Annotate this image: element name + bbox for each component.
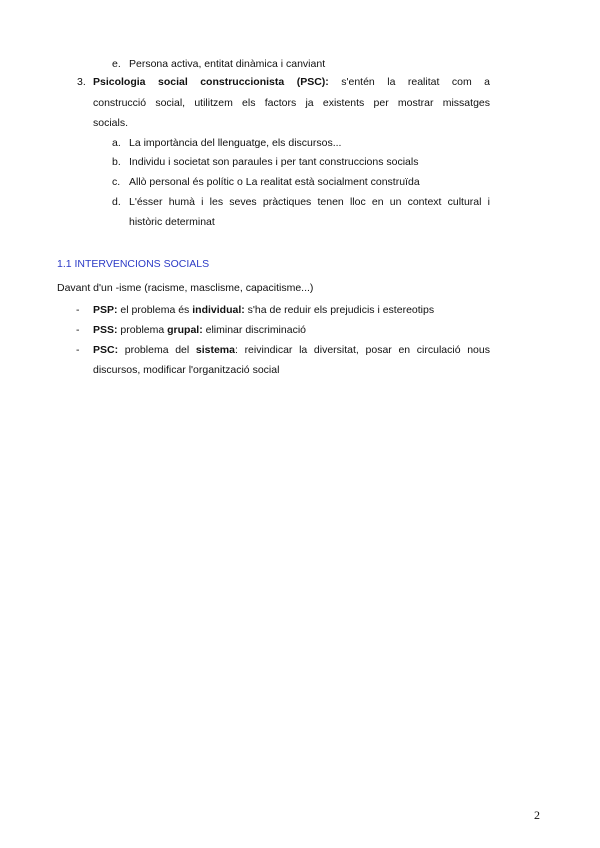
- bullet-text: el problema és: [117, 304, 193, 316]
- bullet-text: problema: [117, 324, 168, 336]
- bold-label: grupal:: [167, 324, 203, 336]
- section-heading: 1.1 INTERVENCIONS SOCIALS: [57, 258, 210, 270]
- bullet-text: s'ha de reduir els prejudicis i estereotips: [244, 304, 435, 316]
- list-item-text: L'ésser humà i les seves pràctiques tenen lloc en un context cultural i: [129, 196, 490, 208]
- bold-label: PSC:: [93, 344, 119, 356]
- bullet-dash: -: [76, 324, 80, 336]
- item3-title: Psicologia social construccionista (PSC):: [93, 76, 329, 88]
- item3-line1: [93, 75, 490, 89]
- list-item-text-cont: històric determinat: [129, 216, 215, 228]
- list-marker: c.: [112, 176, 121, 188]
- bold-label: PSS:: [93, 324, 118, 336]
- list-item-text: Persona activa, entitat dinàmica i canviant: [129, 58, 326, 70]
- intro-text: Davant d'un -isme (racisme, masclisme, capacitisme...): [57, 282, 314, 294]
- item3-line3: socials.: [93, 117, 129, 129]
- list-marker: a.: [112, 137, 121, 149]
- bold-label: sistema: [195, 344, 235, 356]
- page-number: 2: [534, 808, 540, 822]
- bullet-dash: -: [76, 344, 80, 356]
- bullet-item-cont: discursos, modificar l'organització social: [93, 364, 280, 376]
- list-marker: 3.: [77, 76, 86, 88]
- bullet-item: [93, 343, 490, 357]
- list-item-text: La importància del llenguatge, els discursos...: [129, 137, 342, 149]
- list-marker: e.: [112, 58, 121, 70]
- bullet-dash: -: [76, 304, 80, 316]
- bullet-item: [93, 303, 434, 317]
- bullet-text: eliminar discriminació: [202, 324, 306, 336]
- list-item-text: Individu i societat son paraules i per tant construccions socials: [129, 156, 419, 168]
- bullet-text: : reivindicar la diversitat, posar en circulació nous: [234, 344, 490, 356]
- list-marker: b.: [112, 156, 121, 168]
- bullet-text: problema del: [118, 344, 196, 356]
- bold-label: PSP:: [93, 304, 118, 316]
- item3-text1: s'entén la realitat com a: [328, 76, 490, 88]
- list-marker: d.: [112, 196, 121, 208]
- list-item-text: Allò personal és polític o La realitat està socialment construïda: [129, 176, 420, 188]
- bold-label: individual:: [192, 304, 245, 316]
- item3-line2: construcció social, utilitzem els factors ja existents per mostrar missatges: [93, 97, 490, 109]
- bullet-item: [93, 323, 306, 337]
